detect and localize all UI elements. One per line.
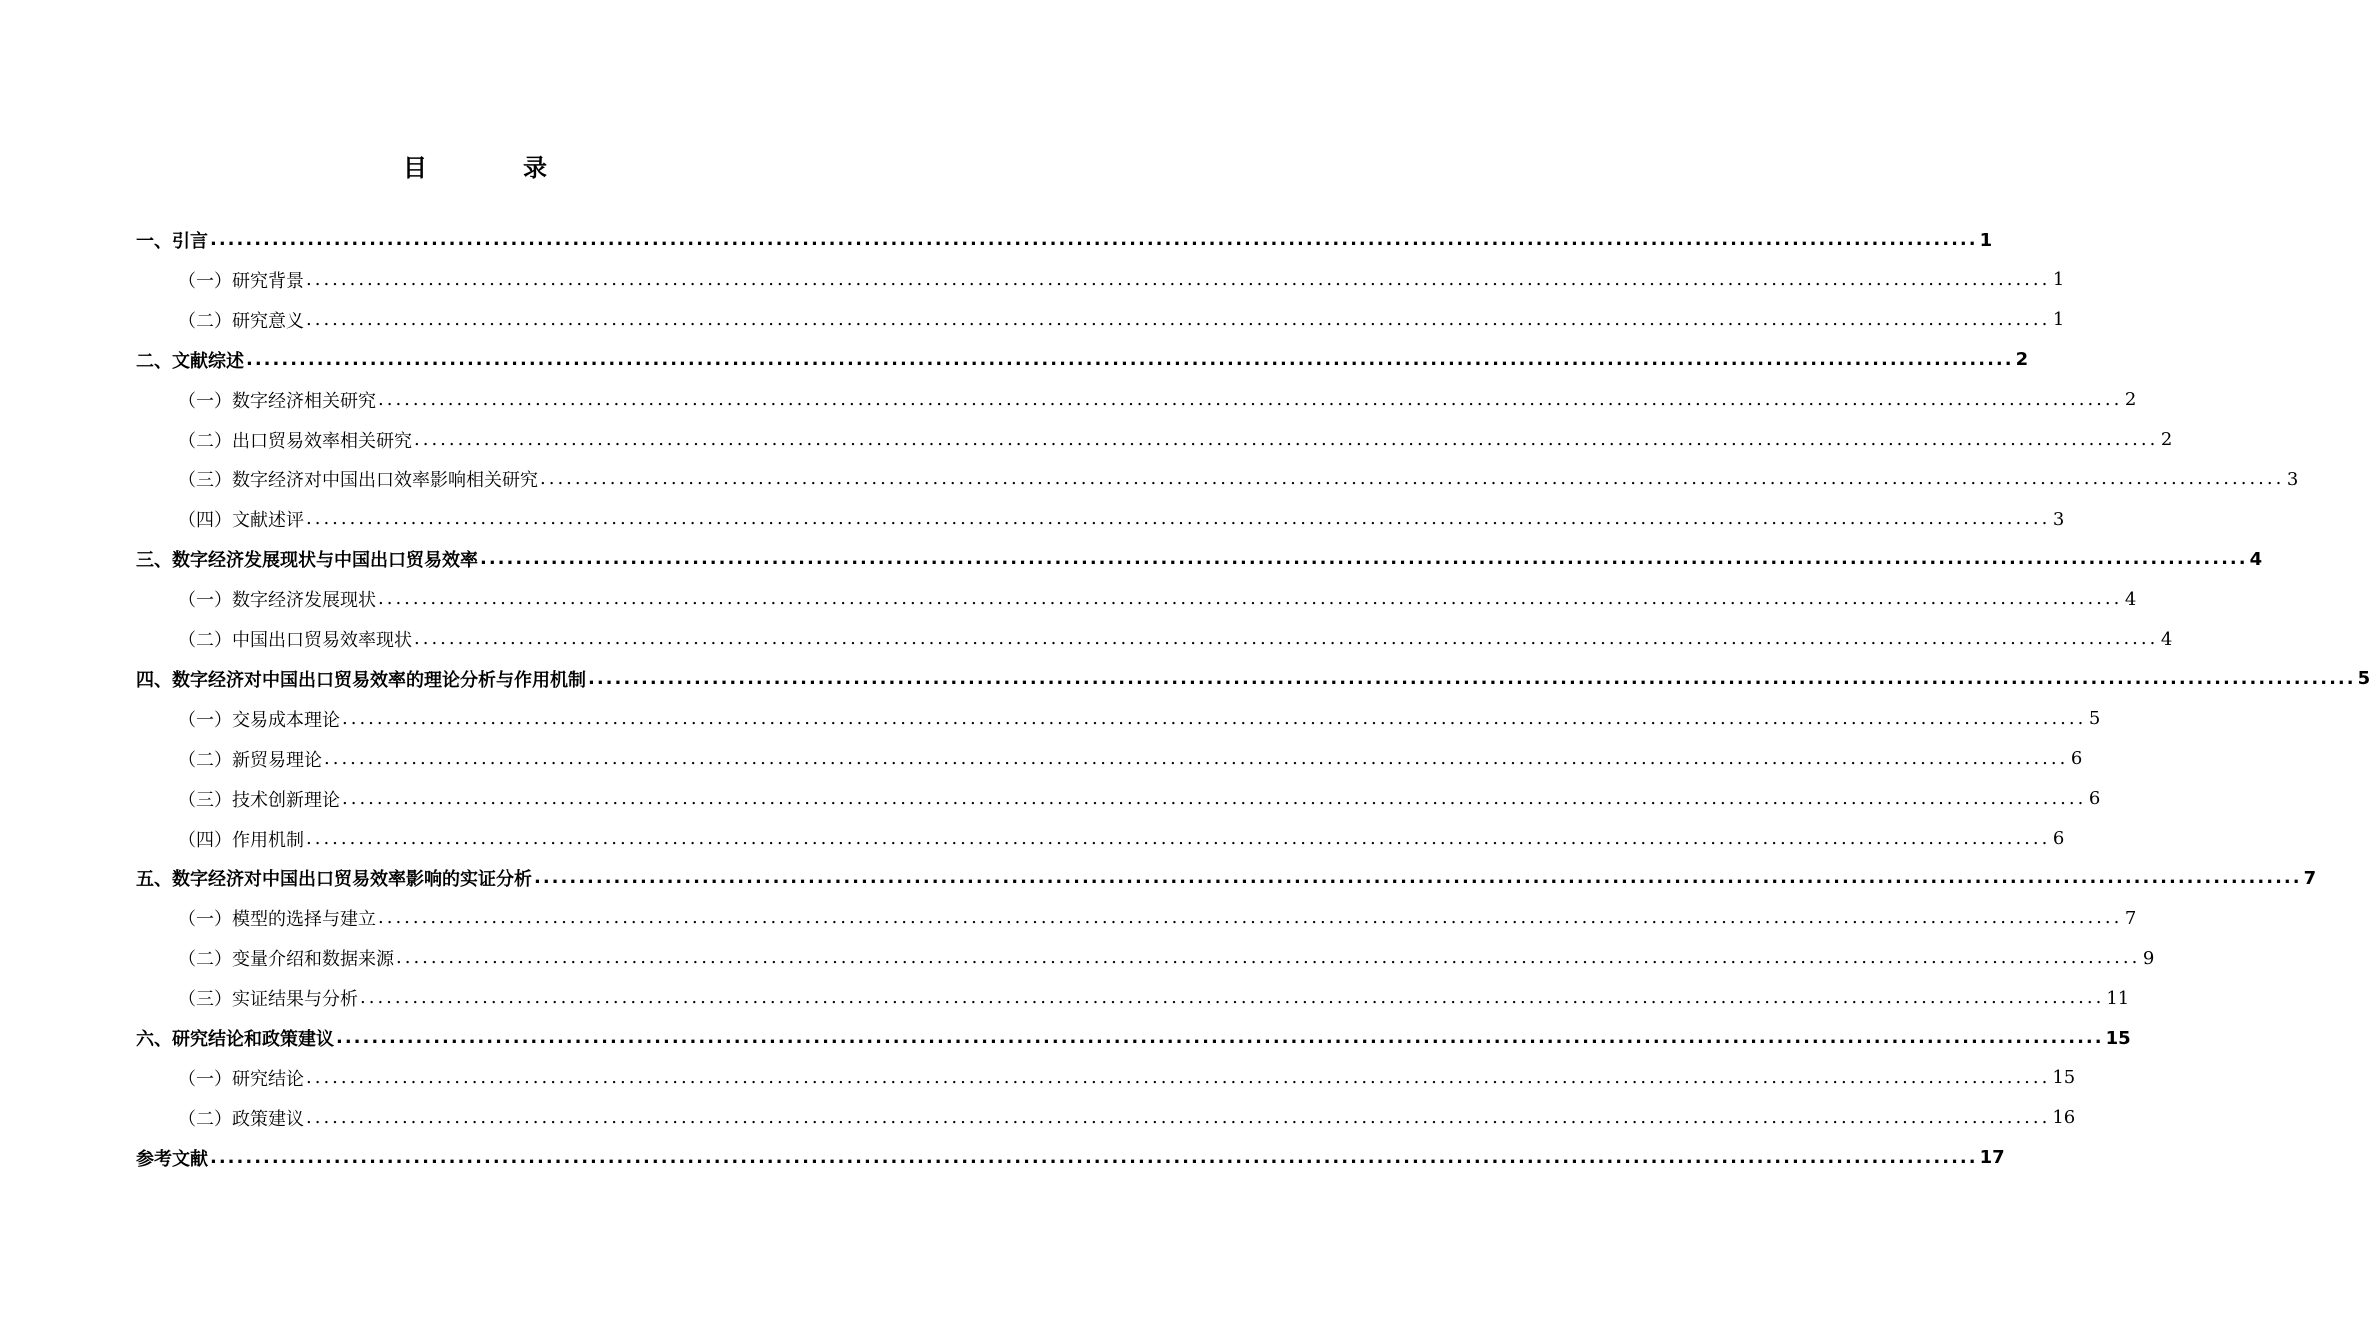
toc-page-number: 6 — [2070, 748, 2083, 770]
toc-page-number: 16 — [2052, 1107, 2076, 1129]
toc-entry-number: （三） — [178, 470, 232, 492]
toc-dot-leader: ........................................................................................................................................................................................................ — [306, 508, 2051, 530]
toc-chapter-entry[interactable] — [136, 860, 2317, 896]
toc-dot-leader: ........................................................................................................................................................................................................ — [210, 1146, 1978, 1168]
toc-entry-number: （一） — [178, 270, 232, 292]
toc-page-number: 15 — [2052, 1067, 2076, 1089]
toc-entry-number: （四） — [178, 510, 232, 532]
toc-page-number: 15 — [2105, 1027, 2131, 1049]
toc-page-number: 5 — [2088, 708, 2101, 730]
toc-entry-title: 引言 — [172, 231, 208, 252]
toc-chapter-entry[interactable] — [136, 1020, 2131, 1056]
toc-page-number: 4 — [2249, 548, 2263, 570]
toc-entry-number: （四） — [178, 829, 232, 851]
toc-page-number: 11 — [2106, 987, 2130, 1009]
toc-entry-number: 一、 — [136, 231, 172, 252]
toc-entry-number: （一） — [178, 390, 232, 412]
toc-entry-number: 六、 — [136, 1029, 172, 1050]
toc-section-entry[interactable] — [178, 262, 2065, 298]
toc-section-entry[interactable] — [178, 501, 2065, 537]
toc-entry-title: 技术创新理论 — [232, 789, 340, 811]
toc-dot-leader: ........................................................................................................................................................................................................ — [378, 388, 2123, 410]
toc-page-number: 2 — [2160, 429, 2173, 450]
toc-page-number: 3 — [2286, 468, 2299, 490]
toc-entry-number: （二） — [178, 1108, 232, 1130]
toc-section-entry[interactable] — [178, 422, 2173, 458]
toc-page-number: 9 — [2142, 947, 2155, 969]
toc-entry-number: （二） — [178, 310, 232, 332]
toc-entry-number: 二、 — [136, 350, 172, 372]
toc-section-entry[interactable] — [178, 581, 2137, 617]
toc-page-number: 5 — [2357, 668, 2370, 690]
toc-section-entry[interactable] — [178, 980, 2130, 1016]
toc-section-entry[interactable] — [178, 382, 2137, 418]
toc-dot-leader: ........................................................................................................................................................................................................ — [588, 667, 2356, 689]
toc-section-entry[interactable] — [178, 302, 2065, 338]
page-title — [0, 148, 950, 183]
toc-dot-leader: ........................................................................................................................................................................................................ — [336, 1027, 2104, 1048]
toc-dot-leader: ........................................................................................................................................................................................................ — [396, 947, 2141, 969]
toc-entry-number: （一） — [178, 590, 232, 612]
toc-dot-leader: ........................................................................................................................................................................................................ — [378, 907, 2123, 929]
toc-page-number: 7 — [2124, 907, 2137, 929]
toc-chapter-entry[interactable] — [136, 661, 2370, 697]
toc-entry-title: 研究背景 — [232, 270, 304, 292]
toc-entry-title: 作用机制 — [232, 829, 304, 851]
toc-page-number: 6 — [2088, 788, 2101, 810]
toc-page-number: 1 — [1979, 229, 1993, 251]
toc-entry-title: 研究意义 — [232, 310, 304, 332]
toc-entry-number: 五、 — [136, 869, 172, 891]
toc-entry-title: 交易成本理论 — [232, 709, 340, 731]
title-char: 目 — [403, 154, 427, 182]
toc-entry-title: 实证结果与分析 — [232, 989, 358, 1011]
toc-chapter-entry[interactable] — [136, 342, 2029, 378]
toc-dot-leader: ........................................................................................................................................................................................................ — [210, 229, 1978, 250]
toc-entry-number: （一） — [178, 709, 232, 731]
toc-entry-title: 数字经济发展现状 — [232, 590, 376, 612]
toc-entry-number: （二） — [178, 749, 232, 771]
toc-entry-number: 三、 — [136, 550, 172, 572]
toc-page-number: 1 — [2052, 269, 2065, 291]
toc-entry-number: （二） — [178, 949, 232, 971]
toc-section-entry[interactable] — [178, 781, 2101, 817]
toc-entry-title: 模型的选择与建立 — [232, 909, 376, 931]
toc-entry-title: 数字经济对中国出口贸易效率的理论分析与作用机制 — [172, 669, 586, 691]
title-char: 录 — [523, 154, 547, 182]
toc-page-number: 3 — [2052, 508, 2065, 530]
toc-section-entry[interactable] — [178, 741, 2083, 777]
toc-section-entry[interactable] — [178, 900, 2137, 936]
toc-chapter-entry[interactable] — [136, 541, 2263, 577]
toc-entry-number: （一） — [178, 1068, 232, 1090]
toc-dot-leader: ........................................................................................................................................................................................................ — [306, 827, 2051, 849]
toc-entry-number: （三） — [178, 789, 232, 811]
toc-dot-leader: ........................................................................................................................................................................................................ — [534, 867, 2302, 889]
toc-dot-leader: ........................................................................................................................................................................................................ — [540, 468, 2285, 490]
toc-entry-title: 数字经济相关研究 — [232, 390, 376, 412]
toc-entry-number: 四、 — [136, 669, 172, 691]
toc-dot-leader: ........................................................................................................................................................................................................ — [342, 707, 2087, 729]
toc-entry-title: 数字经济对中国出口贸易效率影响的实证分析 — [172, 869, 532, 891]
toc-entry-title: 研究结论 — [232, 1068, 304, 1090]
toc-section-entry[interactable] — [178, 461, 2299, 497]
toc-section-entry[interactable] — [178, 940, 2155, 976]
toc-entry-number: （一） — [178, 909, 232, 931]
toc-entry-title: 文献述评 — [232, 510, 304, 532]
toc-entry-title: 出口贸易效率相关研究 — [232, 430, 412, 452]
toc-page-number: 4 — [2124, 588, 2137, 610]
toc-entry-title: 数字经济对中国出口效率影响相关研究 — [232, 470, 538, 492]
toc-dot-leader: ........................................................................................................................................................................................................ — [480, 548, 2248, 570]
toc-dot-leader: ........................................................................................................................................................................................................ — [414, 628, 2159, 649]
toc-entry-title: 政策建议 — [232, 1108, 304, 1130]
toc-dot-leader: ........................................................................................................................................................................................................ — [306, 308, 2051, 330]
toc-entry-title: 文献综述 — [172, 350, 244, 372]
toc-entry-number: （三） — [178, 989, 232, 1011]
toc-dot-leader: ........................................................................................................................................................................................................ — [342, 787, 2087, 809]
toc-entry-title: 数字经济发展现状与中国出口贸易效率 — [172, 550, 478, 572]
toc-section-entry[interactable] — [178, 1100, 2076, 1136]
toc-entry-number: （二） — [178, 430, 232, 452]
toc-dot-leader: ........................................................................................................................................................................................................ — [324, 747, 2069, 769]
toc-entry-title: 中国出口贸易效率现状 — [232, 630, 412, 651]
toc-chapter-entry[interactable] — [136, 1140, 2005, 1176]
toc-page-number: 1 — [2052, 309, 2065, 331]
toc-chapter-entry[interactable] — [136, 222, 1993, 258]
toc-page-number: 7 — [2303, 867, 2317, 889]
toc-dot-leader: ........................................................................................................................................................................................................ — [306, 268, 2051, 290]
toc-entry-title: 新贸易理论 — [232, 749, 322, 771]
toc-page-number: 17 — [1979, 1147, 2005, 1169]
toc-dot-leader: ........................................................................................................................................................................................................ — [246, 348, 2014, 370]
toc-dot-leader: ........................................................................................................................................................................................................ — [378, 588, 2123, 610]
toc-section-entry[interactable] — [178, 821, 2065, 857]
toc-page-number: 4 — [2160, 628, 2173, 650]
toc-dot-leader: ........................................................................................................................................................................................................ — [306, 1106, 2051, 1128]
toc-page-number: 6 — [2052, 828, 2065, 849]
toc-entry-title: 研究结论和政策建议 — [172, 1029, 334, 1050]
toc-dot-leader: ........................................................................................................................................................................................................ — [414, 428, 2159, 450]
toc-dot-leader: ........................................................................................................................................................................................................ — [360, 987, 2105, 1009]
toc-section-entry[interactable] — [178, 701, 2101, 737]
toc-page-number: 2 — [2015, 349, 2029, 371]
toc-entry-title: 参考文献 — [136, 1148, 208, 1170]
toc-entry-number: （二） — [178, 630, 232, 651]
toc-page-number: 2 — [2124, 389, 2137, 411]
toc-section-entry[interactable] — [178, 621, 2173, 657]
toc-entry-title: 变量介绍和数据来源 — [232, 949, 394, 971]
toc-dot-leader: ........................................................................................................................................................................................................ — [306, 1066, 2051, 1088]
toc-section-entry[interactable] — [178, 1060, 2076, 1096]
